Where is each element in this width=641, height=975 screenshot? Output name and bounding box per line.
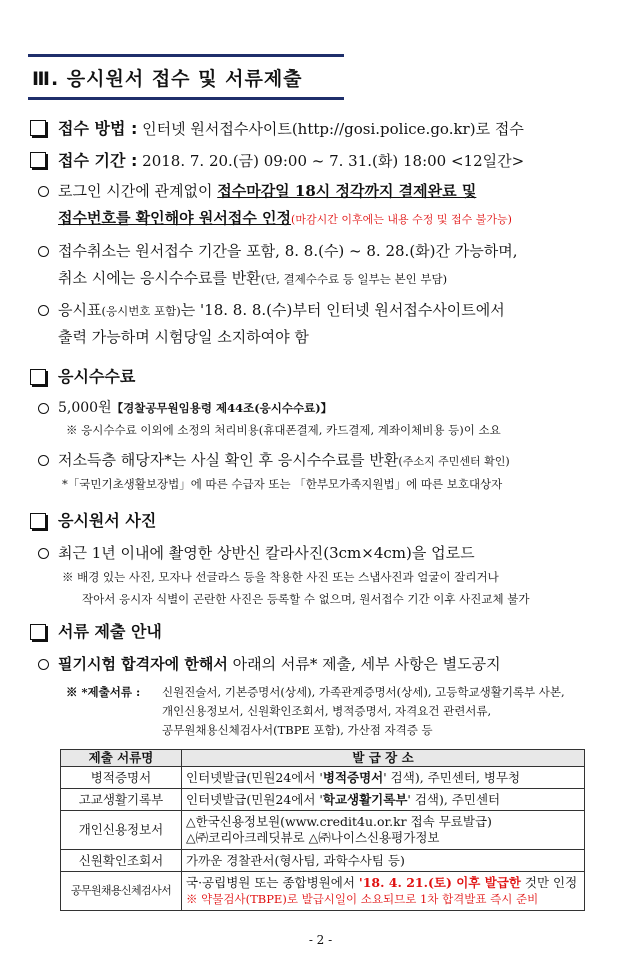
docs-emphasis: 필기시험 합격자에 한해서 [58, 655, 228, 673]
bullet3-text: 응시표 [58, 301, 102, 319]
table-cell: 신원확인조회서 [61, 850, 182, 872]
circle-bullet-icon [38, 305, 49, 316]
cell-text: 인터넷발급(민원24에서 ' [186, 769, 323, 785]
table-row [61, 872, 585, 911]
bullet1-line2 [58, 207, 512, 228]
bullet2-line1: 접수취소는 원서접수 기간을 포함, 8. 8.(수) ~ 8. 28.(화)간 가능하며, [58, 242, 518, 260]
table-cell: 개인신용정보서 [61, 811, 182, 850]
fee-amount-line [58, 397, 332, 417]
fee-law: 【경찰공무원임용령 제44조(응시수수료)】 [111, 401, 333, 415]
circle-bullet-icon [38, 548, 49, 559]
documents-table [60, 749, 585, 911]
circle-bullet-icon [38, 246, 49, 257]
bullet2-text: 취소 시에는 응시수수료를 반환 [58, 269, 261, 287]
cell-text: 인터넷발급(민원24에서 ' [186, 791, 323, 807]
table-cell: 가까운 경찰관서(형사팀, 과학수사팀 등) [182, 850, 585, 872]
method-label: 접수 방법 : [58, 119, 138, 138]
fee-heading: 응시수수료 [58, 367, 136, 386]
section-title: Ⅲ. 응시원서 접수 및 서류제출 [32, 67, 303, 90]
table-cell [182, 789, 585, 811]
photo-line: 최근 1년 이내에 촬영한 상반신 칼라사진(3cm×4cm)을 업로드 [58, 544, 475, 562]
circle-bullet-icon [38, 403, 49, 414]
bullet1-emphasis-2: 접수번호를 확인해야 원서접수 인정 [58, 209, 292, 227]
docs-list-3: 공무원채용신체검사서(TBPE 포함), 가산점 자격증 등 [162, 723, 433, 737]
table-header-cell: 발 급 장 소 [182, 750, 585, 767]
table-cell [182, 872, 585, 911]
bullet2-note: (단, 결제수수료 등 일부는 본인 부담) [260, 272, 448, 286]
docs-list-1: 신원진술서, 기본증명서(상세), 가족관계증명서(상세), 고등학교생활기록부 사본, [162, 685, 565, 699]
low-income-text: 저소득층 해당자*는 사실 확인 후 응시수수료를 반환 [58, 451, 399, 469]
method-line [58, 116, 524, 139]
cell-line: △㈜코리아크레딧뷰로 △㈜나이스신용평가정보 [186, 830, 440, 845]
bullet1-line1 [58, 180, 476, 201]
bullet3-line2: 출력 가능하며 시험당일 소지하여야 함 [58, 328, 309, 346]
bullet2-line2 [58, 267, 447, 288]
square-bullet-icon [30, 369, 46, 385]
table-cell: 병적증명서 [61, 767, 182, 789]
section-title-box [28, 54, 344, 100]
cell-text: ' 검색), 주민센터, 병무청 [383, 769, 521, 785]
bullet3-line1 [58, 299, 505, 320]
bullet1-text: 로그인 시간에 관계없이 [58, 182, 218, 200]
square-bullet-icon [30, 624, 46, 640]
table-row [61, 811, 585, 850]
cell-line [186, 875, 580, 891]
cell-emphasis: 학교생활기록부 [322, 791, 408, 807]
photo-note-1: ※ 배경 있는 사진, 모자나 선글라스 등을 착용한 사진 또는 스냅사진과 얼굴이 잘리거나 [62, 570, 499, 584]
table-row [61, 767, 585, 789]
cell-emphasis: 병적증명서 [322, 769, 384, 785]
docs-text: 아래의 서류* 제출, 세부 사항은 별도공지 [227, 655, 501, 673]
bullet3-text-2: 는 '18. 8. 8.(수)부터 인터넷 원서접수사이트에서 [180, 301, 505, 319]
period-text: 2018. 7. 20.(금) 09:00 ~ 7. 31.(화) 18:00 <12일간> [142, 152, 525, 170]
bullet1-red-note: (마감시간 이후에는 내용 수정 및 접수 불가능) [291, 213, 512, 226]
circle-bullet-icon [38, 659, 49, 670]
method-text: 인터넷 원서접수사이트(http://gosi.police.go.kr)로 접수 [142, 120, 524, 138]
photo-heading: 응시원서 사진 [58, 511, 157, 530]
table-cell [182, 811, 585, 850]
period-line [58, 148, 524, 171]
table-row [61, 850, 585, 872]
table-cell: 고교생활기록부 [61, 789, 182, 811]
docs-list-2: 개인신용정보서, 신원확인조회서, 병적증명서, 자격요건 관련서류, [162, 704, 492, 718]
fee-note: ※ 응시수수료 이외에 소정의 처리비용(휴대폰결제, 카드결제, 계좌이체비용 등)이 소요 [66, 423, 501, 437]
low-income-footnote: *「국민기초생활보장법」에 따른 수급자 또는 「한부모가족지원법」에 따른 보호대상자 [62, 477, 503, 491]
bullet1-emphasis: 접수마감일 18시 정각까지 결제완료 및 [217, 182, 477, 200]
cell-text: 국·공립병원 또는 종합병원에서 [186, 875, 359, 890]
cell-red-note: ※ 약물검사(TBPE)로 발급시일이 소요되므로 1차 합격발표 즉시 준비 [186, 892, 539, 906]
cell-red-emphasis: '18. 4. 21.(토) 이후 발급한 [358, 875, 521, 890]
page-number: - 2 - [308, 933, 333, 947]
bullet3-small: (응시번호 포함) [101, 304, 181, 318]
low-income-note: (주소지 주민센터 확인) [398, 455, 510, 468]
low-income-line [58, 449, 510, 470]
cell-text: 것만 인정 [520, 875, 578, 890]
docs-line [58, 653, 501, 674]
fee-amount: 5,000원 [58, 400, 112, 416]
square-bullet-icon [30, 120, 46, 136]
cell-line: △한국신용정보원(www.credit4u.or.kr 접속 무료발급) [186, 814, 492, 829]
square-bullet-icon [30, 513, 46, 529]
table-header-row [61, 750, 585, 767]
circle-bullet-icon [38, 186, 49, 197]
photo-note-2: 작아서 응시자 식별이 곤란한 사진은 등록할 수 없으며, 원서접수 기간 이후 사진교체 불가 [82, 592, 530, 606]
square-bullet-icon [30, 152, 46, 168]
docs-list-label: ※ *제출서류 : [66, 685, 141, 699]
table-header-cell: 제출 서류명 [61, 750, 182, 767]
cell-text: ' 검색), 주민센터 [407, 791, 501, 807]
table-row [61, 789, 585, 811]
docs-heading: 서류 제출 안내 [58, 622, 162, 641]
table-cell: 공무원채용신체검사서 [61, 872, 182, 911]
period-label: 접수 기간 : [58, 151, 138, 170]
table-cell [182, 767, 585, 789]
circle-bullet-icon [38, 455, 49, 466]
